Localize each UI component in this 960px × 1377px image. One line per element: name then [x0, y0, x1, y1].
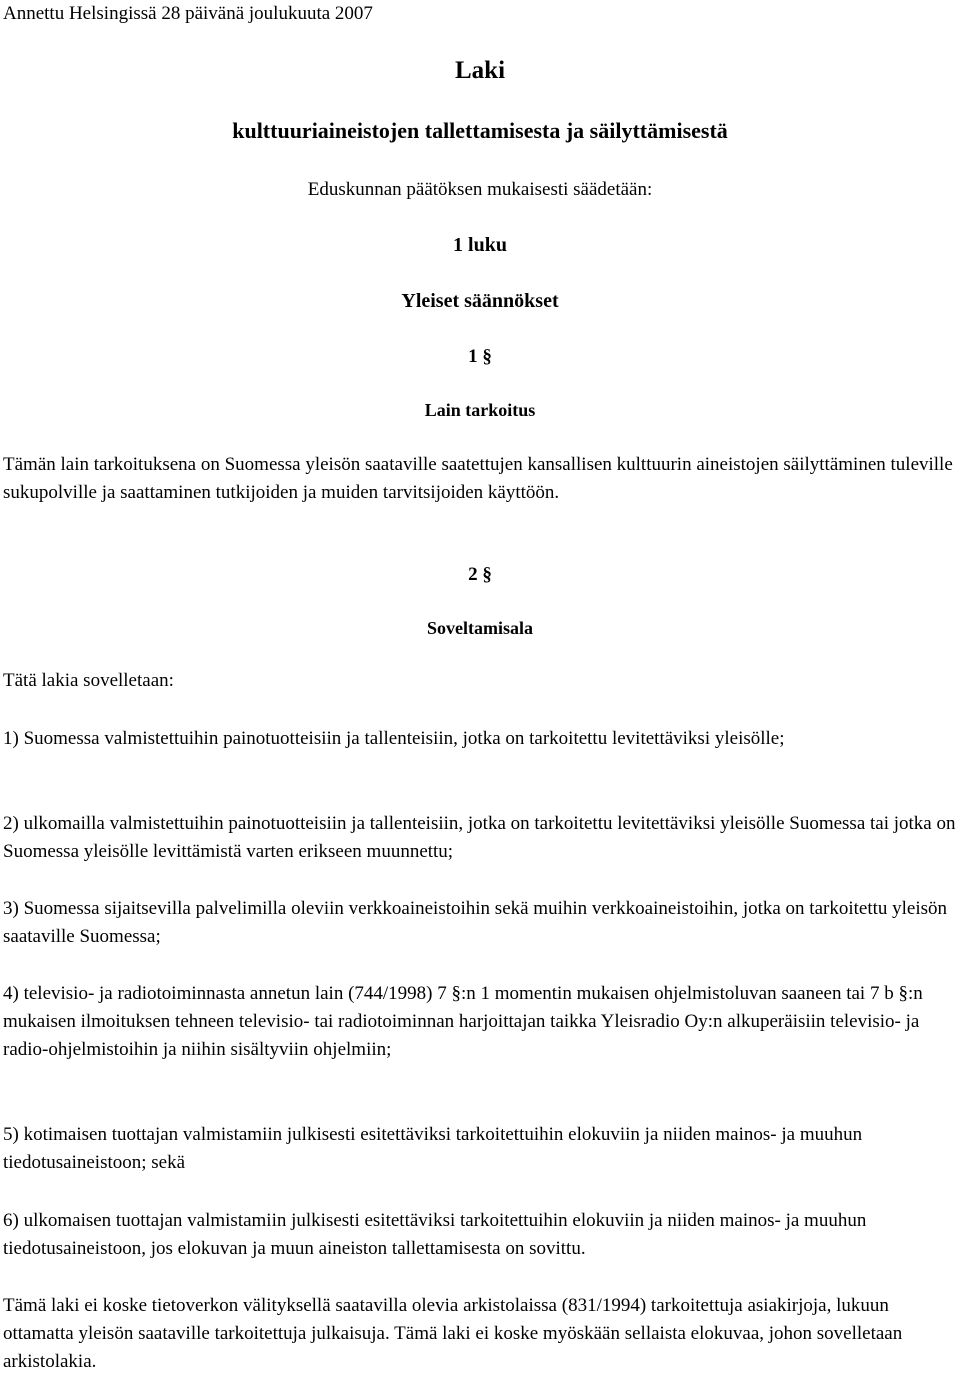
scope-item-6: 6) ulkomaisen tuottajan valmistamiin julkisesti esitettäviksi tarkoitettuihin elokuviin ja niiden mainos- ja muuhun tiedotusaineistoon, jos elokuvan ja muun aineiston tallettamisesta on sovittu. [3, 1210, 867, 1259]
scope-item-2: 2) ulkomailla valmistettuihin painotuotteisiin ja tallenteisiin, jotka on tarkoitettu levitettäviksi yleisölle Suomessa tai jotka on Suomessa yleisölle levittämistä varten erikseen muunnettu; [3, 813, 956, 862]
scope-item-1: 1) Suomessa valmistettuihin painotuotteisiin ja tallenteisiin, jotka on tarkoitettu levitettäviksi yleisölle; [3, 728, 785, 749]
section-1-text: Tämän lain tarkoituksena on Suomessa yleisön saataville saatettujen kansallisen kulttuurin aineistojen säilyttäminen tuleville sukupolville ja saattaminen tutkijoiden ja muiden tarvitsijoiden käyttöön. [3, 454, 953, 503]
section-1-number: 1 § [468, 346, 492, 367]
scope-item-4: 4) televisio- ja radiotoiminnasta annetun lain (744/1998) 7 §:n 1 momentin mukaisen ohjelmistoluvan saaneen tai 7 b §:n mukaisen ilmoituksen tehneen televisio- tai radiotoiminnan harjoittajan taikka Yleisradio Oy:n alkuperäisiin televisio- ja radio-ohjelmistoihin ja niihin sisältyviin ohjelmiin; [3, 983, 923, 1060]
section-2-title: Soveltamisala [427, 618, 533, 638]
section-1-title: Lain tarkoitus [424, 400, 536, 420]
chapter-number: 1 luku [453, 234, 507, 256]
section-2-intro: Tätä lakia sovelletaan: [3, 670, 174, 691]
law-title: kulttuuriaineistojen tallettamisesta ja säilyttämisestä [232, 118, 728, 143]
enactment-clause: Eduskunnan päätöksen mukaisesti säädetään: [307, 179, 653, 200]
chapter-title: Yleiset säännökset [401, 290, 559, 312]
section-2-number: 2 § [468, 564, 492, 585]
publication-line: Annettu Helsingissä 28 päivänä joulukuuta 2007 [3, 3, 373, 24]
scope-item-5: 5) kotimaisen tuottajan valmistamiin julkisesti esitettäviksi tarkoitettuihin elokuviin ja niiden mainos- ja muuhun tiedotusaineistoon; sekä [3, 1124, 863, 1173]
scope-item-3: 3) Suomessa sijaitsevilla palvelimilla oleviin verkkoaineistoihin sekä muihin verkkoaineistoihin, jotka on tarkoitettu yleisön saataville Suomessa; [3, 898, 948, 947]
law-type-heading: Laki [454, 57, 506, 84]
section-2-closing: Tämä laki ei koske tietoverkon välityksellä saatavilla olevia arkistolaissa (831/1994) tarkoitettuja asiakirjoja, lukuun ottamatta yleisön saataville tarkoitettuja julkaisuja. Tämä laki ei koske myöskään sellaista elokuvaa, johon sovelletaan arkistolakia. [3, 1295, 903, 1372]
